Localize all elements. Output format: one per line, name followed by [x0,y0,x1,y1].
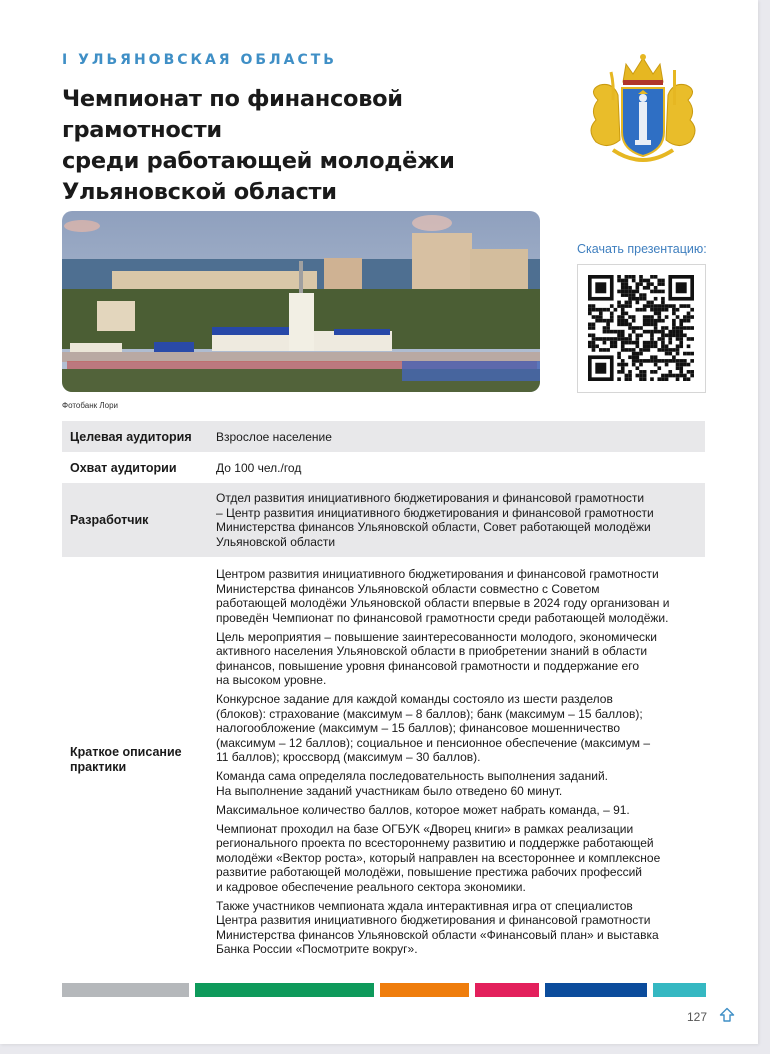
description-line: (блоков): страхование (максимум – 8 баллов); банк (максимум – 15 баллов); [216,706,643,721]
description-paragraph [216,822,705,895]
description-line: 11 баллов); кроссворд (максимум – 30 баллов). [216,750,481,764]
row-label: Разработчик [70,513,149,527]
row-label [70,745,182,775]
row-value: До 100 чел./год [216,461,302,475]
table-row [62,483,705,557]
description-line: молодёжи «Вектор роста», который направлен на всестороннее и комплексное [216,850,661,865]
description-line: Центра развития инициативного бюджетирования и финансовой грамотности [216,913,651,927]
row-label: Целевая аудитория [70,430,192,444]
row-value [216,491,654,549]
description-line: Министерства финансов Ульяновской области совместно с Советом [216,581,600,596]
color-bar-teal [653,983,706,997]
description-line: работающей молодёжи Ульяновской области впервые в 2024 году организован и [216,596,670,610]
download-presentation-link[interactable]: Скачать презентацию: [577,242,707,256]
description-line: Центром развития инициативного бюджетирования и финансовой грамотности [216,567,659,581]
table-row [62,421,705,452]
description-line: Также участников чемпионата ждала интерактивная игра от специалистов [216,898,633,913]
description-line: и кадровое обеспечение реального сектора экономики. [216,879,526,894]
practice-description [216,567,705,961]
page-number: 127 [687,1010,708,1024]
coat-of-arms-icon [578,50,708,170]
description-line: активного населения Ульяновской области в приобретении знаний в области [216,644,648,658]
color-bar-orange [380,983,469,997]
description-line: Чемпионат проходил на базе ОГБУК «Дворец книги» в рамках реализации [216,821,634,836]
description-line: На выполнение заданий участникам было отведено 60 минут. [216,783,563,798]
description-paragraph [216,692,705,765]
row-label: Охват аудитории [70,461,177,475]
color-bar-blue [545,983,647,997]
label-line: практики [70,760,127,774]
description-line: Конкурсное задание для каждой команды состояло из шести разделов [216,692,613,706]
description-line: Максимальное количество баллов, которое может набрать команда, – 91. [216,802,630,817]
description-line: налогообложение (максимум – 15 баллов); финансовое мошенничество [216,721,621,735]
value-line: Отдел развития инициативного бюджетирования и финансовой грамотности [216,491,645,505]
description-paragraph [216,899,705,957]
page-title [62,84,562,208]
photo-credit: Фотобанк Лори [62,401,118,410]
description-line: проведён Чемпионат по финансовой грамотности среди работающей молодёжи. [216,610,669,625]
color-bar-green [195,983,374,997]
qr-code-icon[interactable] [577,264,706,393]
description-line: (максимум – 12 баллов); социальное и пенсионное обеспечение (максимум – [216,735,651,750]
description-line: Команда сама определяла последовательность выполнения заданий. [216,769,608,783]
value-line: Министерства финансов Ульяновской области, Совет работающей молодёжи [216,520,651,534]
title-line: Ульяновской области [62,179,337,205]
description-line: на высоком уровне. [216,673,327,687]
description-line: развитие работающей молодёжи, повышение престижа рабочих профессий [216,865,643,879]
color-bar-pink [475,983,539,997]
color-bar-gray [62,983,189,997]
description-line: регионального проекта по всестороннему развитию и поддержке работающей [216,836,654,850]
description-paragraph [216,803,705,818]
label-line: Краткое описание [70,745,182,759]
description-line: Банка России «Посмотрите вокруг». [216,942,418,956]
region-label: I УЛЬЯНОВСКАЯ ОБЛАСТЬ [62,52,337,68]
description-paragraph [216,769,705,798]
home-icon[interactable] [719,1007,735,1023]
title-line: Чемпионат по финансовой грамотности [62,86,403,143]
value-line: Ульяновской области [216,534,336,549]
row-value: Взрослое население [216,430,332,444]
title-line: среди работающей молодёжи [62,148,455,174]
description-paragraph [216,567,705,625]
table-row [62,452,705,483]
description-line: финансов, повышение уровня финансовой грамотности и поддержание его [216,658,639,673]
description-paragraph [216,630,705,688]
value-line: – Центр развития инициативного бюджетирования и финансовой грамотности [216,505,654,520]
description-line: Министерства финансов Ульяновской области «Финансовый план» и выставка [216,927,659,942]
city-photo [62,211,540,392]
description-line: Цель мероприятия – повышение заинтересованности молодого, экономически [216,629,657,644]
